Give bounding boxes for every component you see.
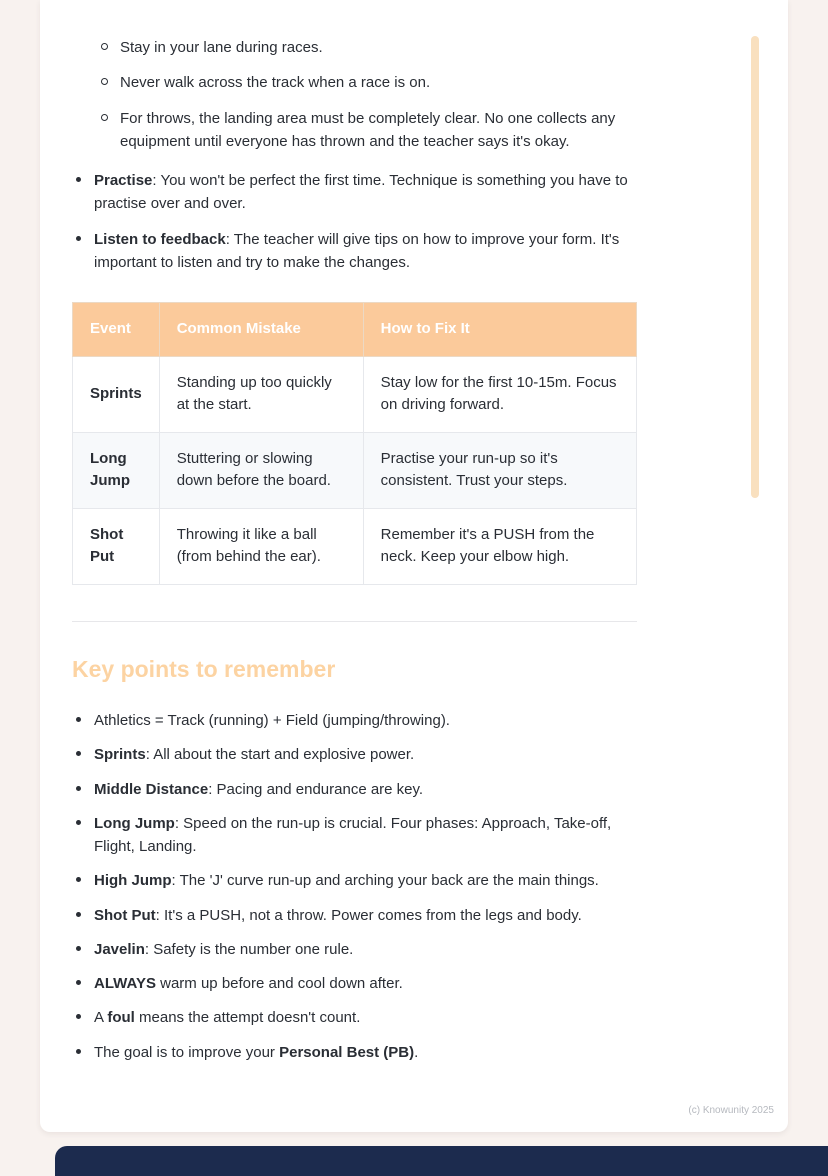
key-points-list: [72, 709, 640, 1064]
table-header-event: Event: [73, 303, 160, 357]
list-item: Stay in your lane during races.: [98, 36, 640, 59]
table-row: [73, 432, 637, 508]
scrollbar-thumb[interactable]: [751, 36, 759, 498]
list-item: Long Jump: Speed on the run-up is crucial. Four phases: Approach, Take-off, Flight, Landing.: [72, 812, 640, 859]
mistake-cell: Standing up too quickly at the start.: [159, 356, 363, 432]
list-item: Middle Distance: Pacing and endurance are key.: [72, 778, 640, 801]
copyright-footer: (c) Knowunity 2025: [688, 1105, 774, 1116]
key-points-heading: Key points to remember: [72, 655, 336, 682]
mistake-cell: Throwing it like a ball (from behind the ear).: [159, 508, 363, 584]
event-cell: Shot Put: [73, 508, 160, 584]
fix-cell: Remember it's a PUSH from the neck. Keep your elbow high.: [363, 508, 636, 584]
fix-cell: Stay low for the first 10-15m. Focus on driving forward.: [363, 356, 636, 432]
section-divider: [72, 621, 637, 622]
mistake-cell: Stuttering or slowing down before the board.: [159, 432, 363, 508]
list-item: Never walk across the track when a race is on.: [98, 71, 640, 94]
page-content: [40, 0, 640, 1064]
table-header-mistake: Common Mistake: [159, 303, 363, 357]
list-item: Sprints: All about the start and explosive power.: [72, 743, 640, 766]
fix-cell: Practise your run-up so it's consistent. Trust your steps.: [363, 432, 636, 508]
safety-rules-sublist: [98, 36, 640, 153]
list-item: For throws, the landing area must be completely clear. No one collects any equipment until everyone has thrown and the teacher says it's okay.: [98, 107, 640, 154]
event-cell: Long Jump: [73, 432, 160, 508]
bottom-panel[interactable]: [55, 1146, 828, 1176]
list-item: ALWAYS warm up before and cool down after.: [72, 972, 640, 995]
list-item: The goal is to improve your Personal Best (PB).: [72, 1041, 640, 1064]
document-page: [40, 0, 788, 1132]
list-item: A foul means the attempt doesn't count.: [72, 1006, 640, 1029]
table-row: [73, 356, 637, 432]
table-row: [73, 508, 637, 584]
common-mistakes-table: [72, 302, 637, 585]
event-cell: Sprints: [73, 356, 160, 432]
table-header-row: [73, 303, 637, 357]
table-header-fix: How to Fix It: [363, 303, 636, 357]
list-item: Practise: You won't be perfect the first time. Technique is something you have to practise over and over.: [72, 169, 640, 216]
list-item: High Jump: The 'J' curve run-up and arching your back are the main things.: [72, 869, 640, 892]
list-item: Shot Put: It's a PUSH, not a throw. Power comes from the legs and body.: [72, 904, 640, 927]
list-item: Listen to feedback: The teacher will give tips on how to improve your form. It's important to listen and try to make the changes.: [72, 228, 640, 275]
tips-list: [72, 169, 640, 274]
list-item: Javelin: Safety is the number one rule.: [72, 938, 640, 961]
list-item: Athletics = Track (running) + Field (jumping/throwing).: [72, 709, 640, 732]
